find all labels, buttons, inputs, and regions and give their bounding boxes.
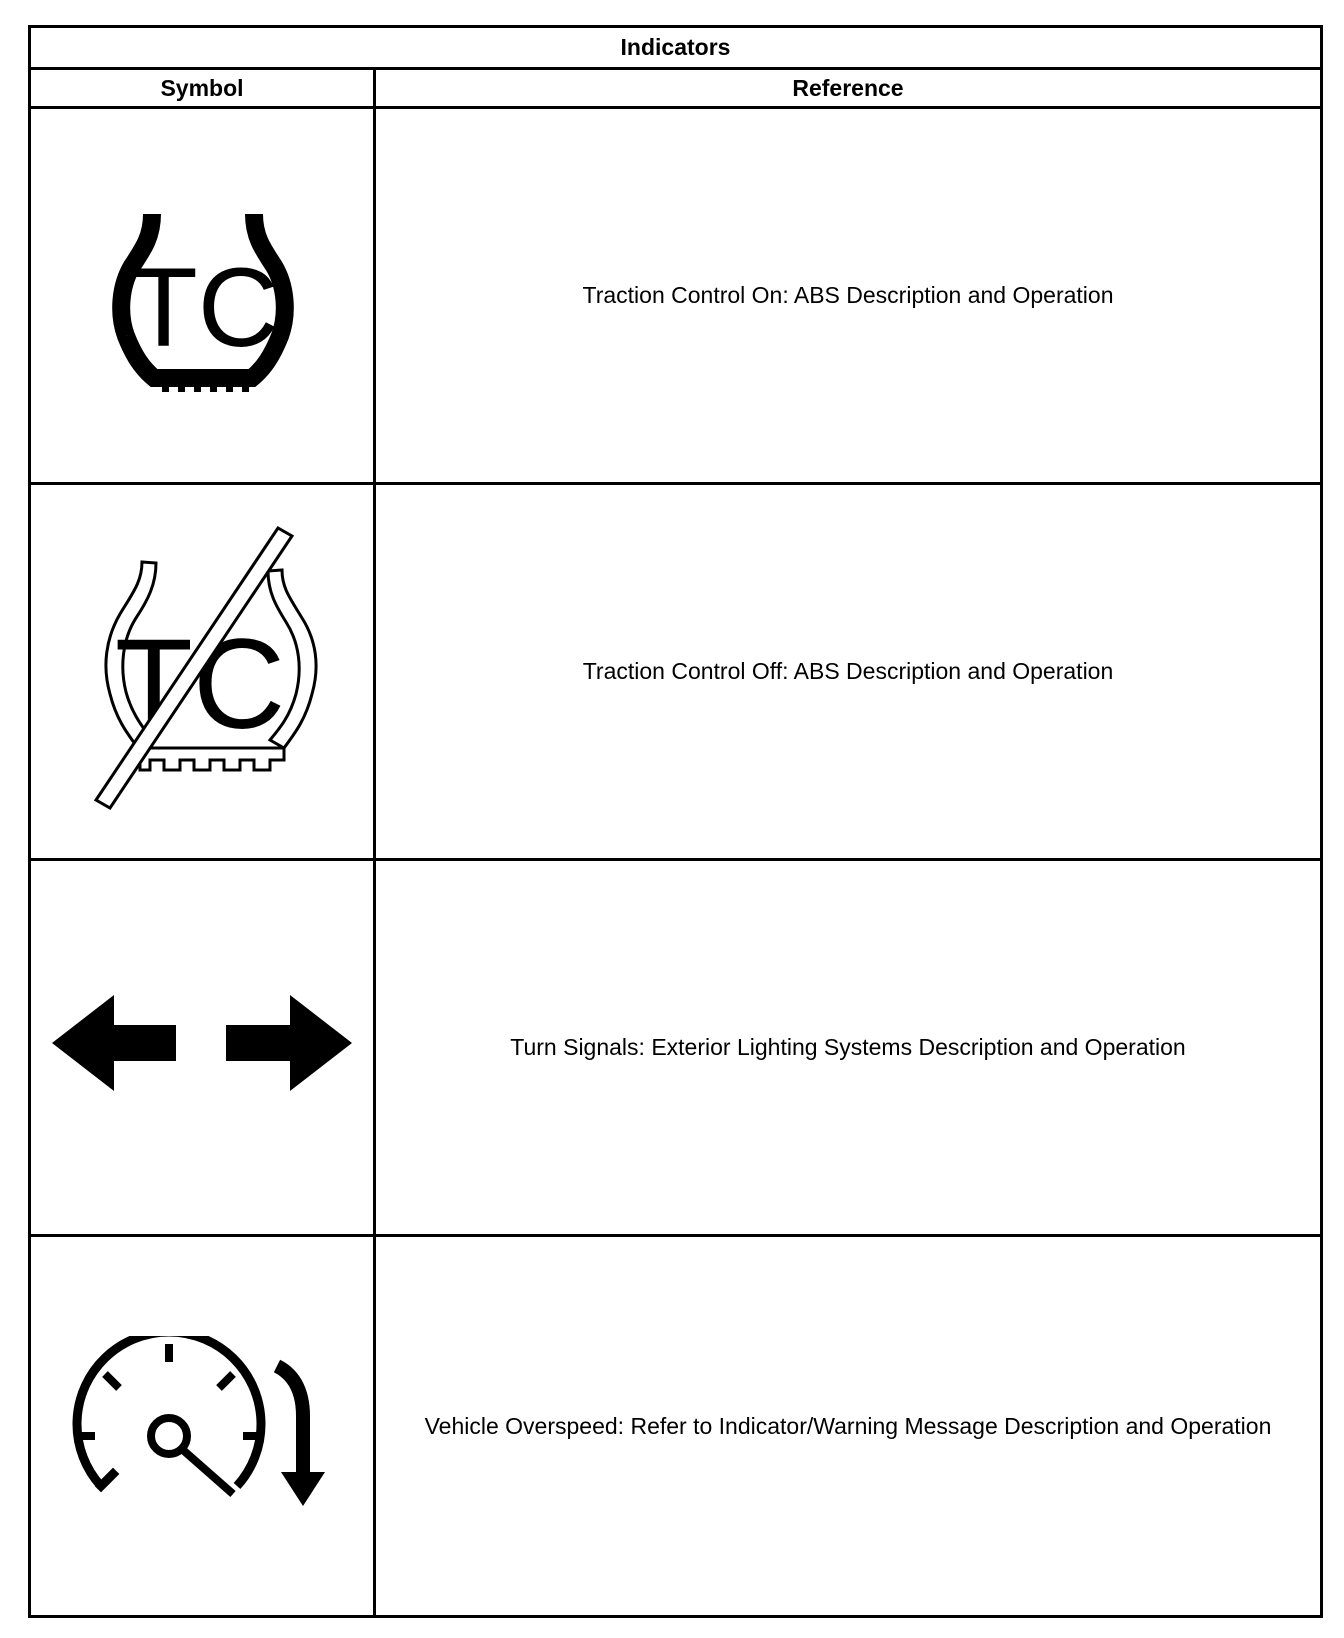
table-title: Indicators — [31, 28, 1320, 70]
table-row — [31, 109, 1320, 485]
vehicle-overspeed-icon — [67, 1336, 337, 1516]
table-row — [31, 861, 1320, 1237]
reference-text: Turn Signals: Exterior Lighting Systems Description and Operation — [510, 1034, 1186, 1060]
reference-text: Traction Control Off: ABS Description and Operation — [582, 658, 1114, 684]
reference-text: Traction Control On: ABS Description and Operation — [582, 282, 1114, 308]
traction-control-off-icon — [82, 522, 322, 822]
symbol-cell — [31, 109, 376, 482]
down-arrow-icon — [281, 1472, 325, 1506]
table-row — [31, 485, 1320, 861]
traction-control-on-icon — [102, 196, 302, 396]
symbol-cell — [31, 861, 376, 1234]
header-reference: Reference — [792, 74, 904, 101]
turn-signals-icon — [52, 993, 352, 1103]
reference-cell — [376, 861, 1320, 1234]
reference-cell — [376, 485, 1320, 858]
table-body — [31, 109, 1320, 1615]
symbol-cell — [31, 485, 376, 858]
reference-cell — [376, 109, 1320, 482]
tc-off-label: TC — [114, 612, 286, 756]
table-row — [31, 1237, 1320, 1615]
left-arrow-icon — [52, 995, 176, 1091]
symbol-cell — [31, 1237, 376, 1615]
indicators-table — [28, 25, 1323, 1618]
reference-cell — [376, 1237, 1320, 1615]
reference-text: Vehicle Overspeed: Refer to Indicator/Warning Message Description and Operation — [424, 1412, 1272, 1439]
header-symbol: Symbol — [31, 70, 376, 106]
table-header-row — [31, 70, 1320, 109]
tc-on-label: TC — [129, 244, 279, 370]
right-arrow-icon — [226, 995, 352, 1091]
